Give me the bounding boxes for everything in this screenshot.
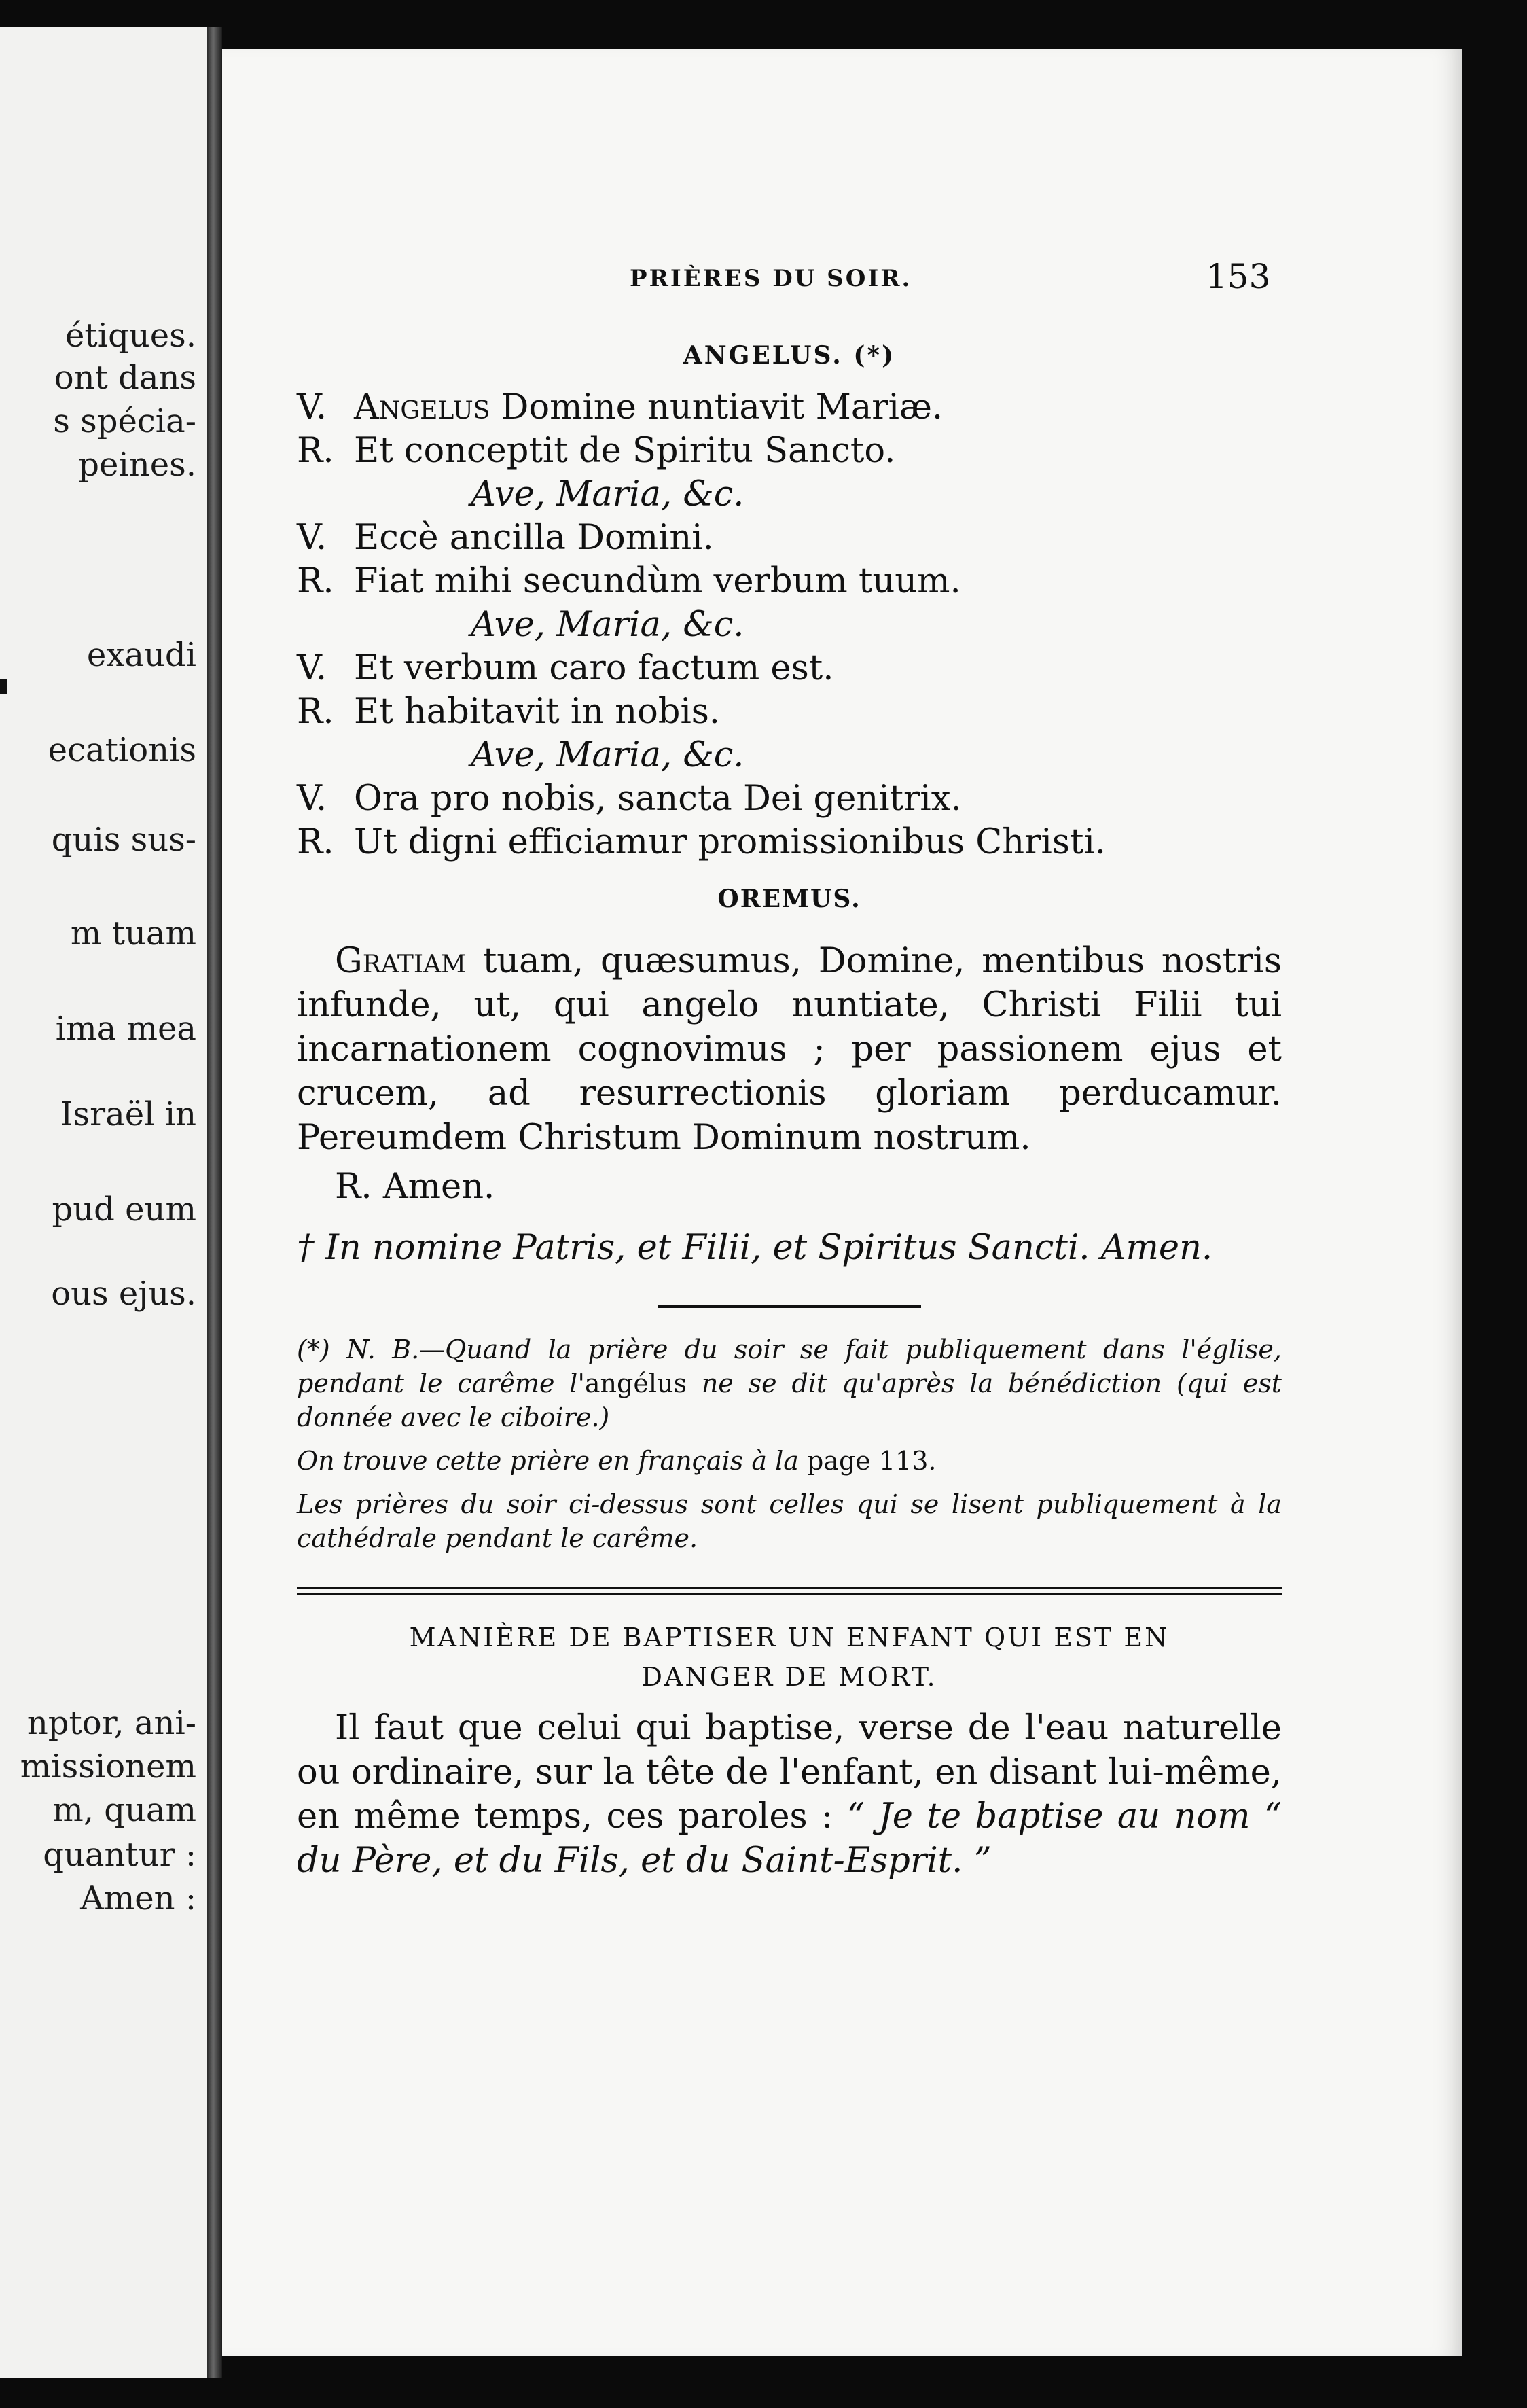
baptism-title-line-1: MANIÈRE DE BAPTISER UN ENFANT QUI EST EN [409,1623,1170,1652]
ave-maria-response: Ave, Maria, &c. [471,474,744,514]
footnote-lent [297,1332,1282,1434]
versicle-text: Et conceptit de Spiritu Sancto. [354,431,896,471]
versicle-mark: V. [297,648,327,688]
section-divider [658,1305,921,1308]
versicle-list [297,386,1282,864]
response-line [297,821,1282,864]
versicle-text: Et habitavit in nobis. [354,692,721,732]
left-page-line: peines. [78,446,196,484]
collect-prayer [297,939,1282,1160]
footnote-lent-angelus: angélus [584,1368,687,1398]
page-content [297,253,1282,1883]
versicle-initial: A [354,387,379,427]
footnote-cathedral: Les prières du soir ci-dessus sont celles qui se lisent publiquement à la cathédrale pendant le carême. [297,1489,1282,1553]
book-gutter [207,27,222,2378]
response-line [297,560,1282,603]
running-head: PRIÈRES DU SOIR. [630,265,912,292]
versicle-mark: V. [297,779,327,819]
previous-page-fragment [0,27,207,2378]
ave-maria-response: Ave, Maria, &c. [471,605,744,645]
versicle-mark: R. [297,561,334,601]
footnote-page-ref: page 113 [806,1446,929,1476]
left-page-line: ont dans [54,359,196,397]
versicle-mark: R. [297,692,334,732]
prayer-initial-word: Gratiam [335,941,466,981]
versicle-line [297,647,1282,690]
versicle-text: Fiat mihi secundùm verbum tuum. [354,561,961,601]
baptism-instructions [297,1706,1282,1883]
versicle-mark: R. [297,822,334,862]
amen-response: R. Amen. [335,1167,495,1207]
trinity-invocation: † In nomine Patris, et Filii, et Spiritus Sancti. Amen. [297,1228,1213,1268]
left-page-line: Amen : [80,1879,196,1917]
ink-mark [0,679,7,694]
angelus-section [297,341,1282,864]
left-page-line: ecationis [48,731,196,769]
versicle-line [297,777,1282,821]
left-page-line: m tuam [70,915,196,953]
left-page-line: m, quam [52,1791,196,1829]
versicle-text: Ut digni efficiamur promissionibus Christi. [354,822,1107,862]
footnote-lent-text: (*) N. B.—Quand la prière du soir se fait publiquement dans l'église, pendant le carême l' [297,1334,1282,1398]
page-153 [222,49,1462,2356]
baptism-formula: “ Je te baptise au nom “ du Père, et du Fils, et du Saint-Esprit. ” [297,1796,1282,1881]
response-line [297,690,1282,734]
versicle-mark: V. [297,518,327,558]
versicle-text [354,386,943,429]
baptism-instructions-text: Il faut que celui qui baptise, verse de l'eau naturelle ou ordinaire, sur la tête de l'enfant, en disant lui-même, en même temps, ces paroles : [297,1708,1282,1837]
prayer-text: tuam, quæsumus, Domine, mentibus nostris infunde, ut, qui angelo nuntiate, Christi Filii tui incarnationem cognovimus ; per passionem ejus et crucem, ad resurrectionis gloriam perducamur. Pereumdem Christum Dominum nostrum. [297,941,1282,1158]
versicle-rest: Domine nuntiavit Mariæ. [490,387,944,427]
left-page-line: Israël in [60,1095,196,1133]
versicle-text: Eccè ancilla Domini. [354,518,714,558]
versicle-text: Ora pro nobis, sancta Dei genitrix. [354,779,962,819]
versicle-line [297,386,1282,429]
double-rule-divider [297,1587,1282,1595]
left-page-line: s spécia- [53,402,196,440]
versicle-mark: V. [297,387,327,427]
left-page-line: étiques. [65,317,196,355]
left-page-line: missionem [20,1748,196,1786]
baptism-title [297,1618,1282,1697]
angelus-title: ANGELUS. (*) [683,341,896,370]
oremus-section [297,885,1282,1270]
footnote-french-text: On trouve cette prière en français à la [297,1446,807,1476]
left-page-line: quantur : [43,1836,196,1874]
response-line [297,429,1282,473]
page-number: 153 [1206,257,1271,296]
footnote-lent-text-end: ne se dit qu'après la bénédiction (qui est donnée avec le ciboire.) [297,1368,1282,1432]
baptism-title-line-2: DANGER DE MORT. [641,1662,937,1692]
versicle-smallcaps: ngelus [378,387,490,427]
left-page-line: ous ejus. [51,1275,196,1313]
left-page-line: quis sus- [51,821,196,859]
left-page-line: pud eum [52,1190,196,1228]
ave-maria-response: Ave, Maria, &c. [471,735,744,775]
oremus-title: OREMUS. [717,885,861,913]
baptism-section [297,1618,1282,1883]
left-page-line: ima mea [55,1010,196,1048]
footnote-french-end: . [928,1446,937,1476]
left-page-line: nptor, ani- [26,1704,196,1742]
versicle-mark: R. [297,431,334,471]
footnotes [297,1332,1282,1555]
versicle-line [297,516,1282,560]
versicle-text: Et verbum caro factum est. [354,648,834,688]
left-page-line: exaudi [86,636,196,674]
footnote-french [297,1444,1282,1478]
